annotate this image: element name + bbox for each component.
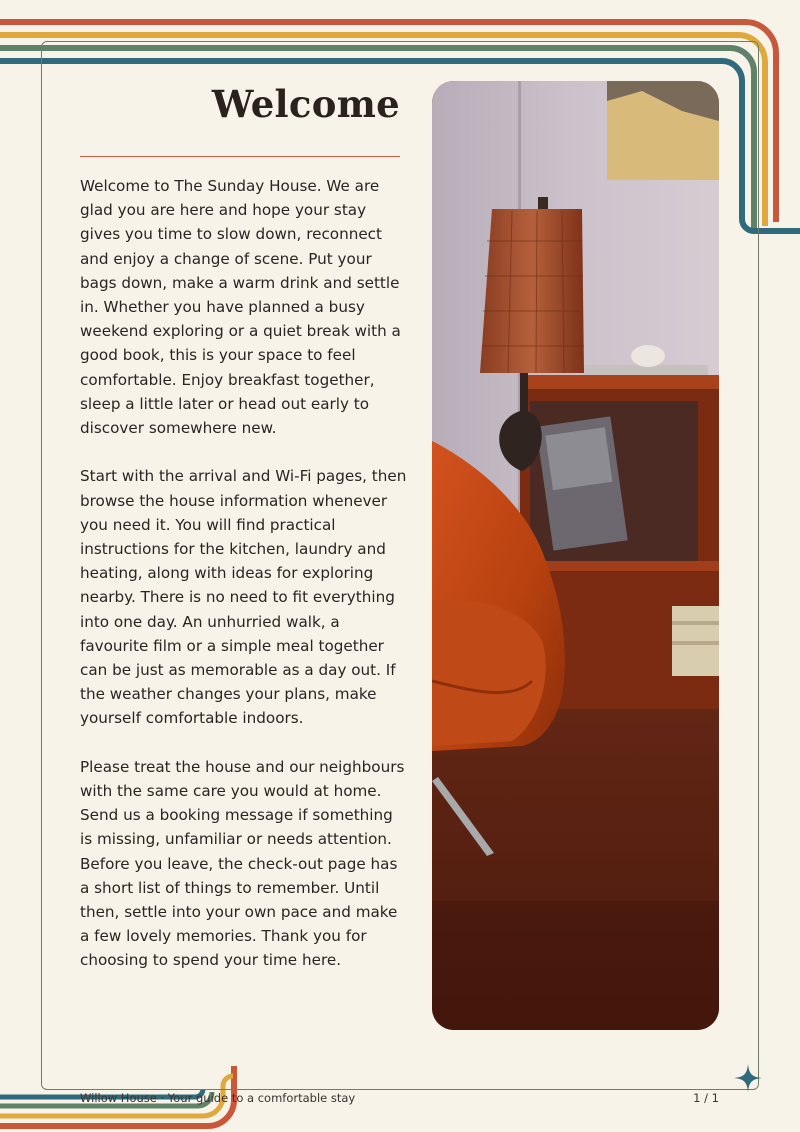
footer-page-number: 1 / 1	[693, 1091, 719, 1105]
title-divider	[80, 156, 400, 157]
welcome-paragraph-1: Welcome to The Sunday House. We are glad you are here and hope your stay gives you time to slow down, reconnect and enjoy a change of scene. Put your bags down, make a warm drink and settle in. Whether you have planned a busy weekend exploring or a quiet break with a good book, this is your space to feel comfortable. Enjoy breakfast together, sleep a little later or head out early to discover somewhere new.	[80, 177, 401, 438]
sparkle-star-icon	[733, 1063, 763, 1093]
interior-photo-illustration	[432, 81, 719, 1030]
footer-guide-title: Willow House · Your guide to a comfortable stay	[80, 1091, 356, 1105]
welcome-body	[80, 174, 408, 997]
interior-photo	[432, 81, 719, 1030]
page-title: Welcome	[211, 82, 400, 126]
welcome-paragraph-2: Start with the arrival and Wi-Fi pages, then browse the house information whenever you need it. You will find practical instructions for the kitchen, laundry and heating, along with ideas for exploring nearby. There is no need to fit everything into one day. An unhurried walk, a favourite film or a simple meal together can be just as memorable as a day out. If the weather changes your plans, make yourself comfortable indoors.	[80, 467, 407, 728]
welcome-paragraph-3: Please treat the house and our neighbours with the same care you would at home. Send us a booking message if something is missing, unfamiliar or needs attention. Before you leave, the check-out page has a short list of things to remember. Until then, settle into your own pace and make a few lovely memories. Thank you for choosing to spend your time here.	[80, 757, 405, 970]
